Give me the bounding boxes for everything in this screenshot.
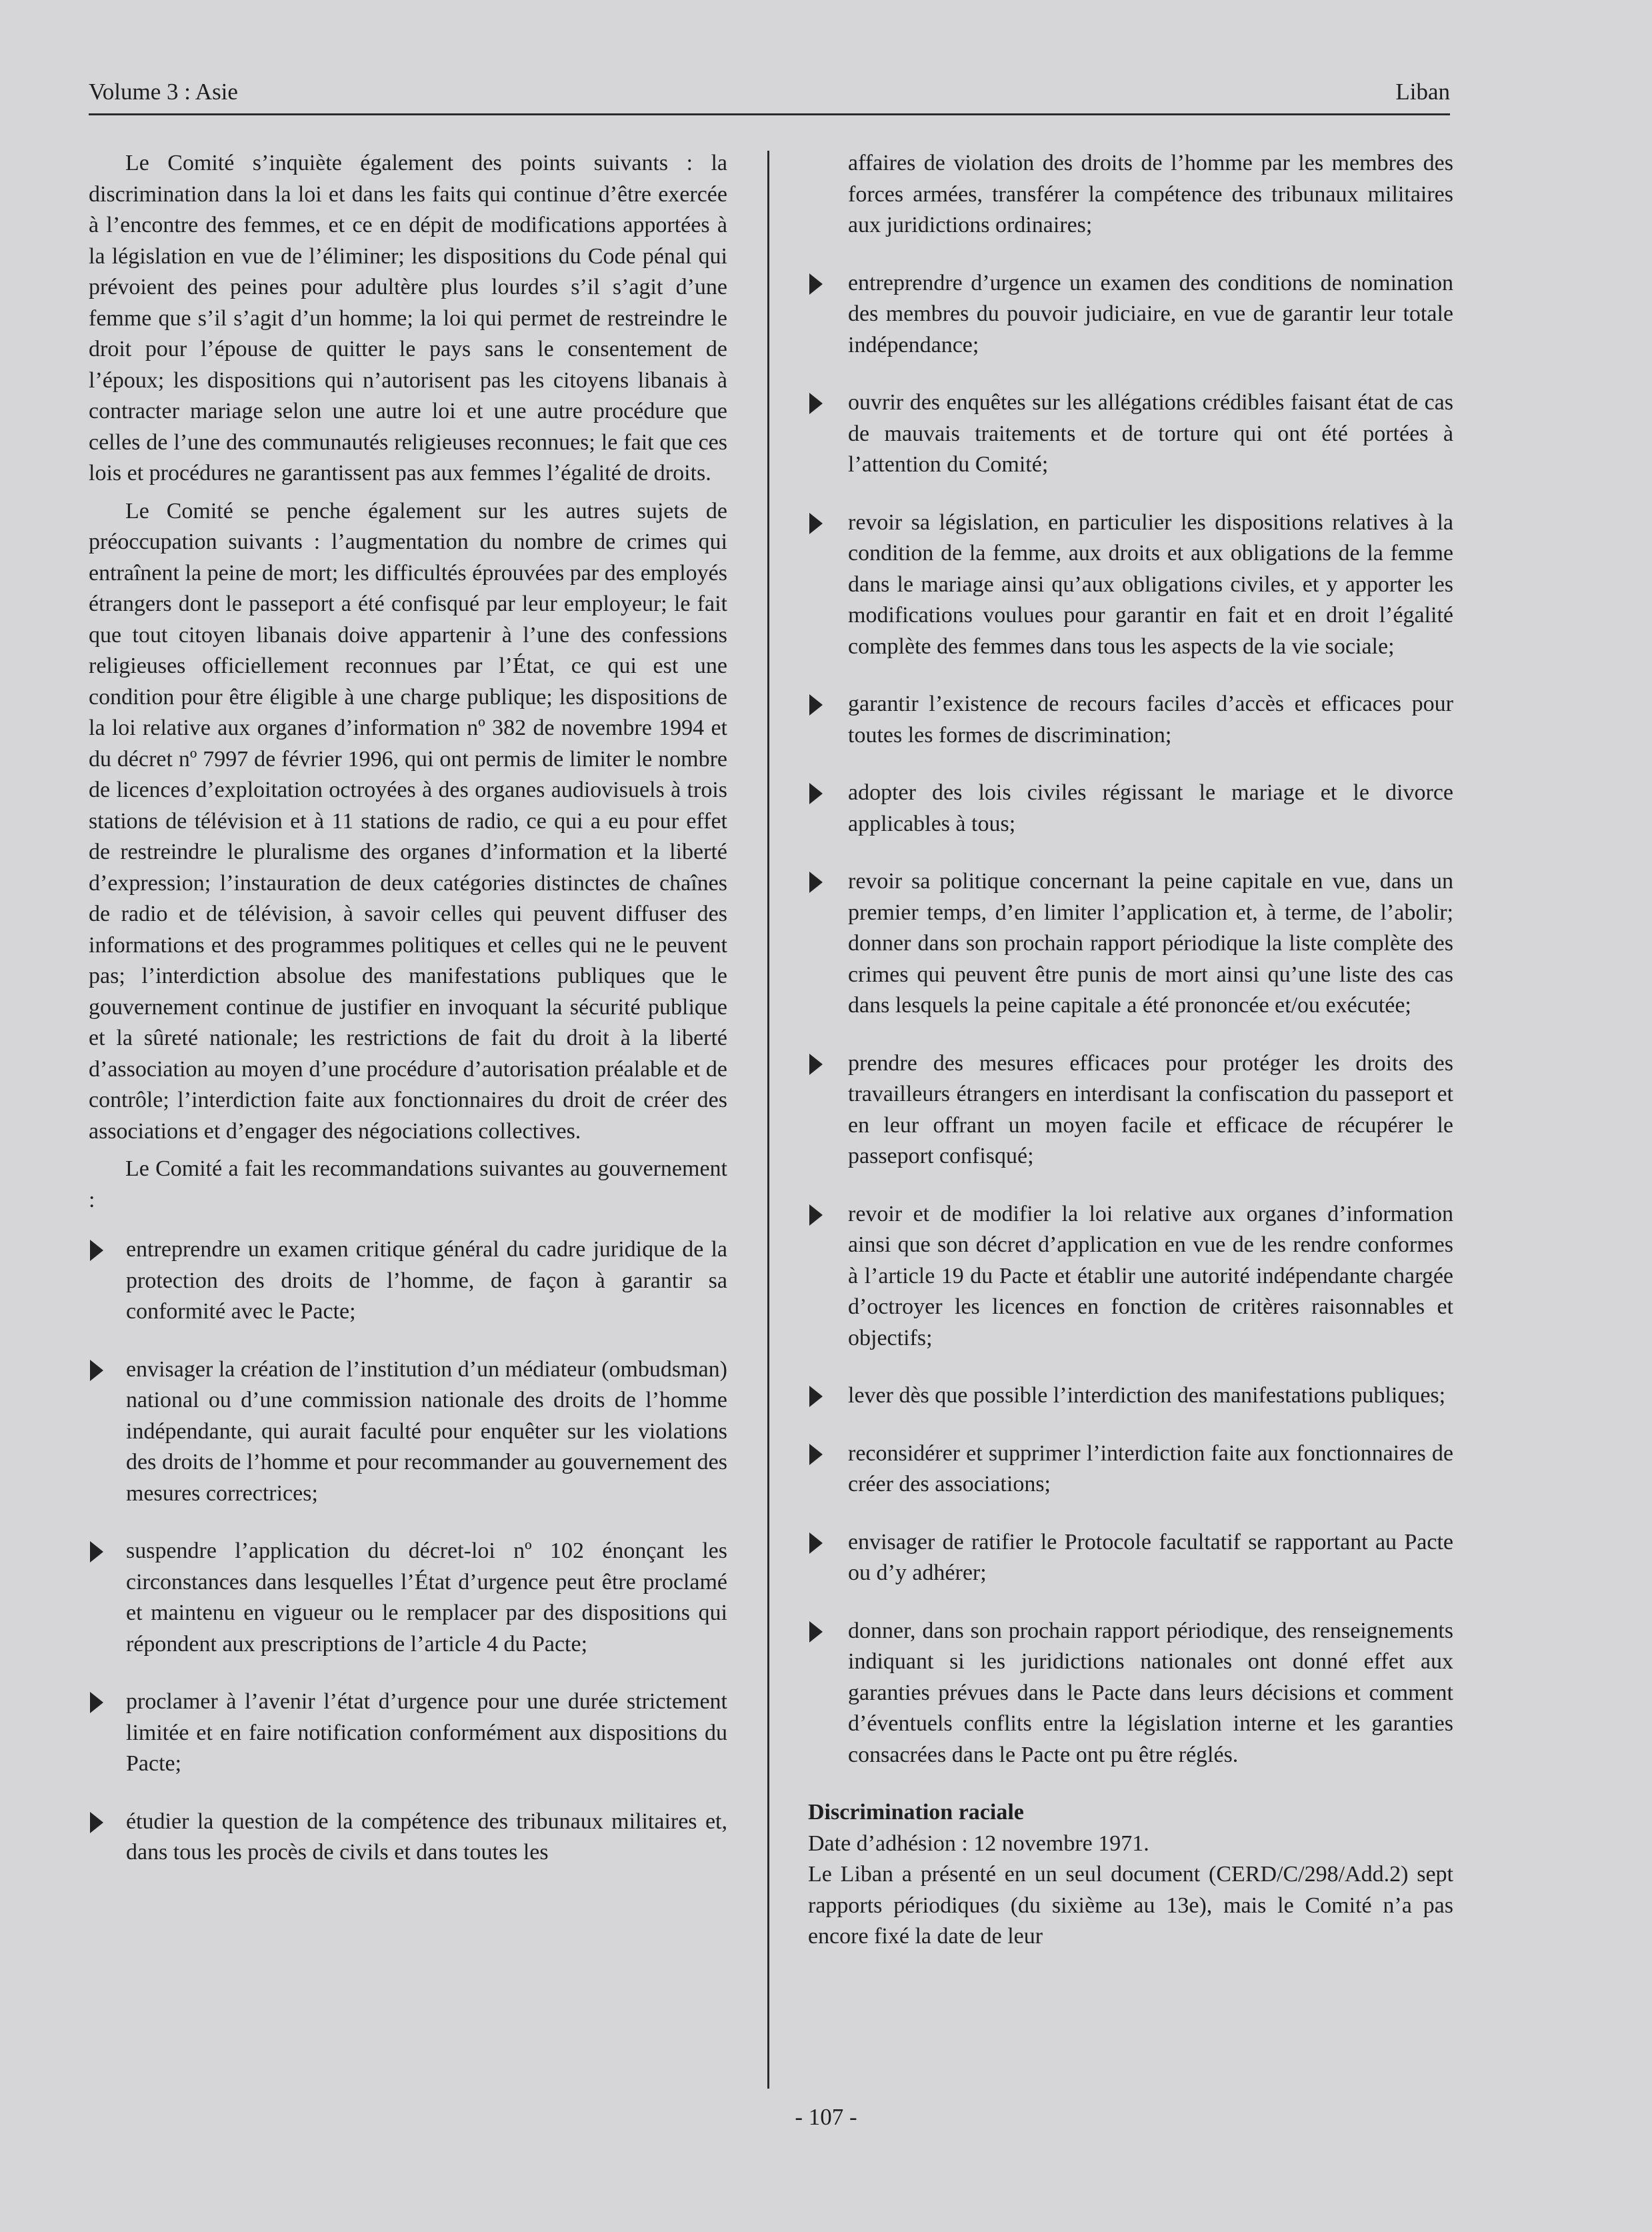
left-column bbox=[89, 148, 727, 1895]
bullet-arrow-icon bbox=[809, 1204, 823, 1226]
list-item: revoir et de modifier la loi relative aux organes d’information ainsi que son décret d’application en vue de les rendre conformes à l’article 19 du Pacte et établir une autorité indépendante chargée d’octroyer les licences en fonction de critères raisonnables et objectifs; bbox=[808, 1199, 1453, 1354]
header-country: Liban bbox=[1395, 79, 1450, 105]
bullet-arrow-icon bbox=[90, 1812, 103, 1833]
list-item: envisager de ratifier le Protocole facultatif se rapportant au Pacte ou d’y adhérer; bbox=[808, 1527, 1453, 1589]
section-line: Date d’adhésion : 12 novembre 1971. bbox=[808, 1831, 1149, 1856]
list-item: étudier la question de la compétence des tribunaux militaires et, dans tous les procès de civils et dans toutes les bbox=[89, 1807, 727, 1869]
section-heading: Discrimination raciale bbox=[808, 1800, 1024, 1825]
header-rule bbox=[89, 113, 1450, 115]
bullet-arrow-icon bbox=[809, 872, 823, 893]
bullet-arrow-icon bbox=[809, 393, 823, 414]
list-item: ouvrir des enquêtes sur les allégations crédibles faisant état de cas de mauvais traitements et de torture qui ont été portées à l’attention du Comité; bbox=[808, 387, 1453, 481]
bullet-arrow-icon bbox=[809, 1532, 823, 1554]
right-column bbox=[808, 148, 1453, 1953]
bullet-arrow-icon bbox=[809, 1054, 823, 1075]
continued-item-text: affaires de violation des droits de l’homme par les membres des forces armées, transférer la compétence des tribunaux militaires aux juridictions ordinaires; bbox=[848, 151, 1453, 237]
paragraph: Le Comité se penche également sur les autres sujets de préoccupation suivants : l’augmentation du nombre de crimes qui entraînent la peine de mort; les difficultés éprouvées par des employés étrangers dont le passeport a été confisqué par leur employeur; le fait que tout citoyen libanais doive appartenir à l’une des confessions religieuses officiellement reconnues par l’État, ce qui est une condition pour être éligible à une charge publique; les dispositions de la loi relative aux organes d’information nº 382 de novembre 1994 et du décret nº 7997 de février 1996, qui ont permis de limiter le nombre de licences d’exploitation octroyées à des organes audiovisuels à trois stations de télévision et à 11 stations de radio, ce qui a eu pour effet de restreindre le pluralisme des organes d’information et la liberté d’expression; l’instauration de deux catégories distinctes de chaînes de radio et de télévision, à savoir celles qui peuvent diffuser des informations et des programmes politiques et celles qui ne le peuvent pas; l’interdiction absolue des manifestations publiques que le gouvernement continue de justifier en invoquant la sécurité publique et la sûreté nationale; les restrictions de fait du droit à la liberté d’association au moyen d’une procédure d’autorisation préalable et de contrôle; l’interdiction faite aux fonctionnaires du droit de créer des associations et d’engager des négociations collectives. bbox=[89, 498, 727, 1144]
bullet-arrow-icon bbox=[809, 513, 823, 534]
paragraph: Le Comité s’inquiète également des points suivants : la discrimination dans la loi et dans les faits qui continue d’être exercée à l’encontre des femmes, et ce en dépit de modifications apportées à la législation en vue de l’éliminer; les dispositions du Code pénal qui prévoient des peines pour adultère plus lourdes s’il s’agit d’une femme que s’il s’agit d’un homme; la loi qui permet de restreindre le droit pour l’épouse de quitter le pays sans le consentement de l’époux; les dispositions qui n’autorisent pas les citoyens libanais à contracter mariage selon une autre loi et une autre procédure que celles de l’une des communautés religieuses reconnues; le fait que ces lois et procédures ne garantissent pas aux femmes l’égalité de droits. bbox=[89, 151, 727, 485]
section-line: Le Liban a présenté en un seul document (CERD/C/298/Add.2) sept rapports périodiques (du sixième au 13e), mais le Comité n’a pas encore fixé la date de leur bbox=[808, 1862, 1453, 1949]
bullet-arrow-icon bbox=[809, 273, 823, 295]
page-number: - 107 - bbox=[795, 2104, 857, 2130]
bullet-arrow-icon bbox=[90, 1692, 103, 1713]
list-item: revoir sa législation, en particulier les dispositions relatives à la condition de la femme, aux droits et aux obligations de la femme dans le mariage ainsi qu’aux obligations civiles, et y apporter les modifications voulues pour garantir en fait et en droit l’égalité complète des femmes dans tous les aspects de la vie sociale; bbox=[808, 507, 1453, 663]
paragraph: Le Comité a fait les recommandations suivantes au gouvernement : bbox=[89, 1156, 727, 1212]
bullet-arrow-icon bbox=[809, 1621, 823, 1642]
recommendation-list bbox=[808, 268, 1453, 1771]
list-item: revoir sa politique concernant la peine capitale en vue, dans un premier temps, d’en limiter l’application et, à terme, de l’abolir; donner dans son prochain rapport périodique la liste complète des crimes qui peuvent être punis de mort ainsi qu’une liste des cas dans lesquels la peine capitale a été prononcée et/ou exécutée; bbox=[808, 866, 1453, 1022]
list-item: garantir l’existence de recours faciles d’accès et efficaces pour toutes les formes de discrimination; bbox=[808, 689, 1453, 751]
bullet-arrow-icon bbox=[90, 1360, 103, 1381]
list-item: donner, dans son prochain rapport périodique, des renseignements indiquant si les juridictions nationales ont donné effet aux garanties prévues dans le Pacte dans leurs décisions et comment d’éventuels conflits entre la législation interne et les garanties consacrées dans le Pacte ont pu être réglés. bbox=[808, 1616, 1453, 1771]
bullet-arrow-icon bbox=[809, 694, 823, 716]
list-item: lever dès que possible l’interdiction des manifestations publiques; bbox=[808, 1380, 1453, 1412]
list-item: prendre des mesures efficaces pour protéger les droits des travailleurs étrangers en interdisant la confiscation du passeport et en leur offrant un moyen facile et efficace de récupérer le passeport confisqué; bbox=[808, 1048, 1453, 1172]
column-divider bbox=[767, 151, 769, 2089]
recommendation-list bbox=[89, 1234, 727, 1869]
list-item: entreprendre un examen critique général du cadre juridique de la protection des droits de l’homme, de façon à garantir sa conformité avec le Pacte; bbox=[89, 1234, 727, 1328]
list-item: adopter des lois civiles régissant le mariage et le divorce applicables à tous; bbox=[808, 778, 1453, 840]
list-item: reconsidérer et supprimer l’interdiction faite aux fonctionnaires de créer des associations; bbox=[808, 1438, 1453, 1500]
bullet-arrow-icon bbox=[809, 1444, 823, 1465]
list-item: suspendre l’application du décret-loi nº 102 énonçant les circonstances dans lesquelles l’État d’urgence peut être proclamé et maintenu en vigueur ou le remplacer par des dispositions qui répondent aux prescriptions de l’article 4 du Pacte; bbox=[89, 1536, 727, 1660]
bullet-arrow-icon bbox=[90, 1240, 103, 1261]
list-item: entreprendre d’urgence un examen des conditions de nomination des membres du pouvoir judiciaire, en vue de garantir leur totale indépendance; bbox=[808, 268, 1453, 361]
bullet-arrow-icon bbox=[90, 1541, 103, 1562]
bullet-arrow-icon bbox=[809, 783, 823, 804]
bullet-arrow-icon bbox=[809, 1386, 823, 1407]
list-item: envisager la création de l’institution d’un médiateur (ombudsman) national ou d’une commission nationale des droits de l’homme indépendante, qui aurait faculté pour enquêter sur les violations des droits de l’homme et pour recommander au gouvernement des mesures correctrices; bbox=[89, 1354, 727, 1510]
list-item: proclamer à l’avenir l’état d’urgence pour une durée strictement limitée et en faire notification conformément aux dispositions du Pacte; bbox=[89, 1687, 727, 1780]
header-volume: Volume 3 : Asie bbox=[89, 79, 238, 105]
running-header bbox=[89, 79, 1450, 105]
